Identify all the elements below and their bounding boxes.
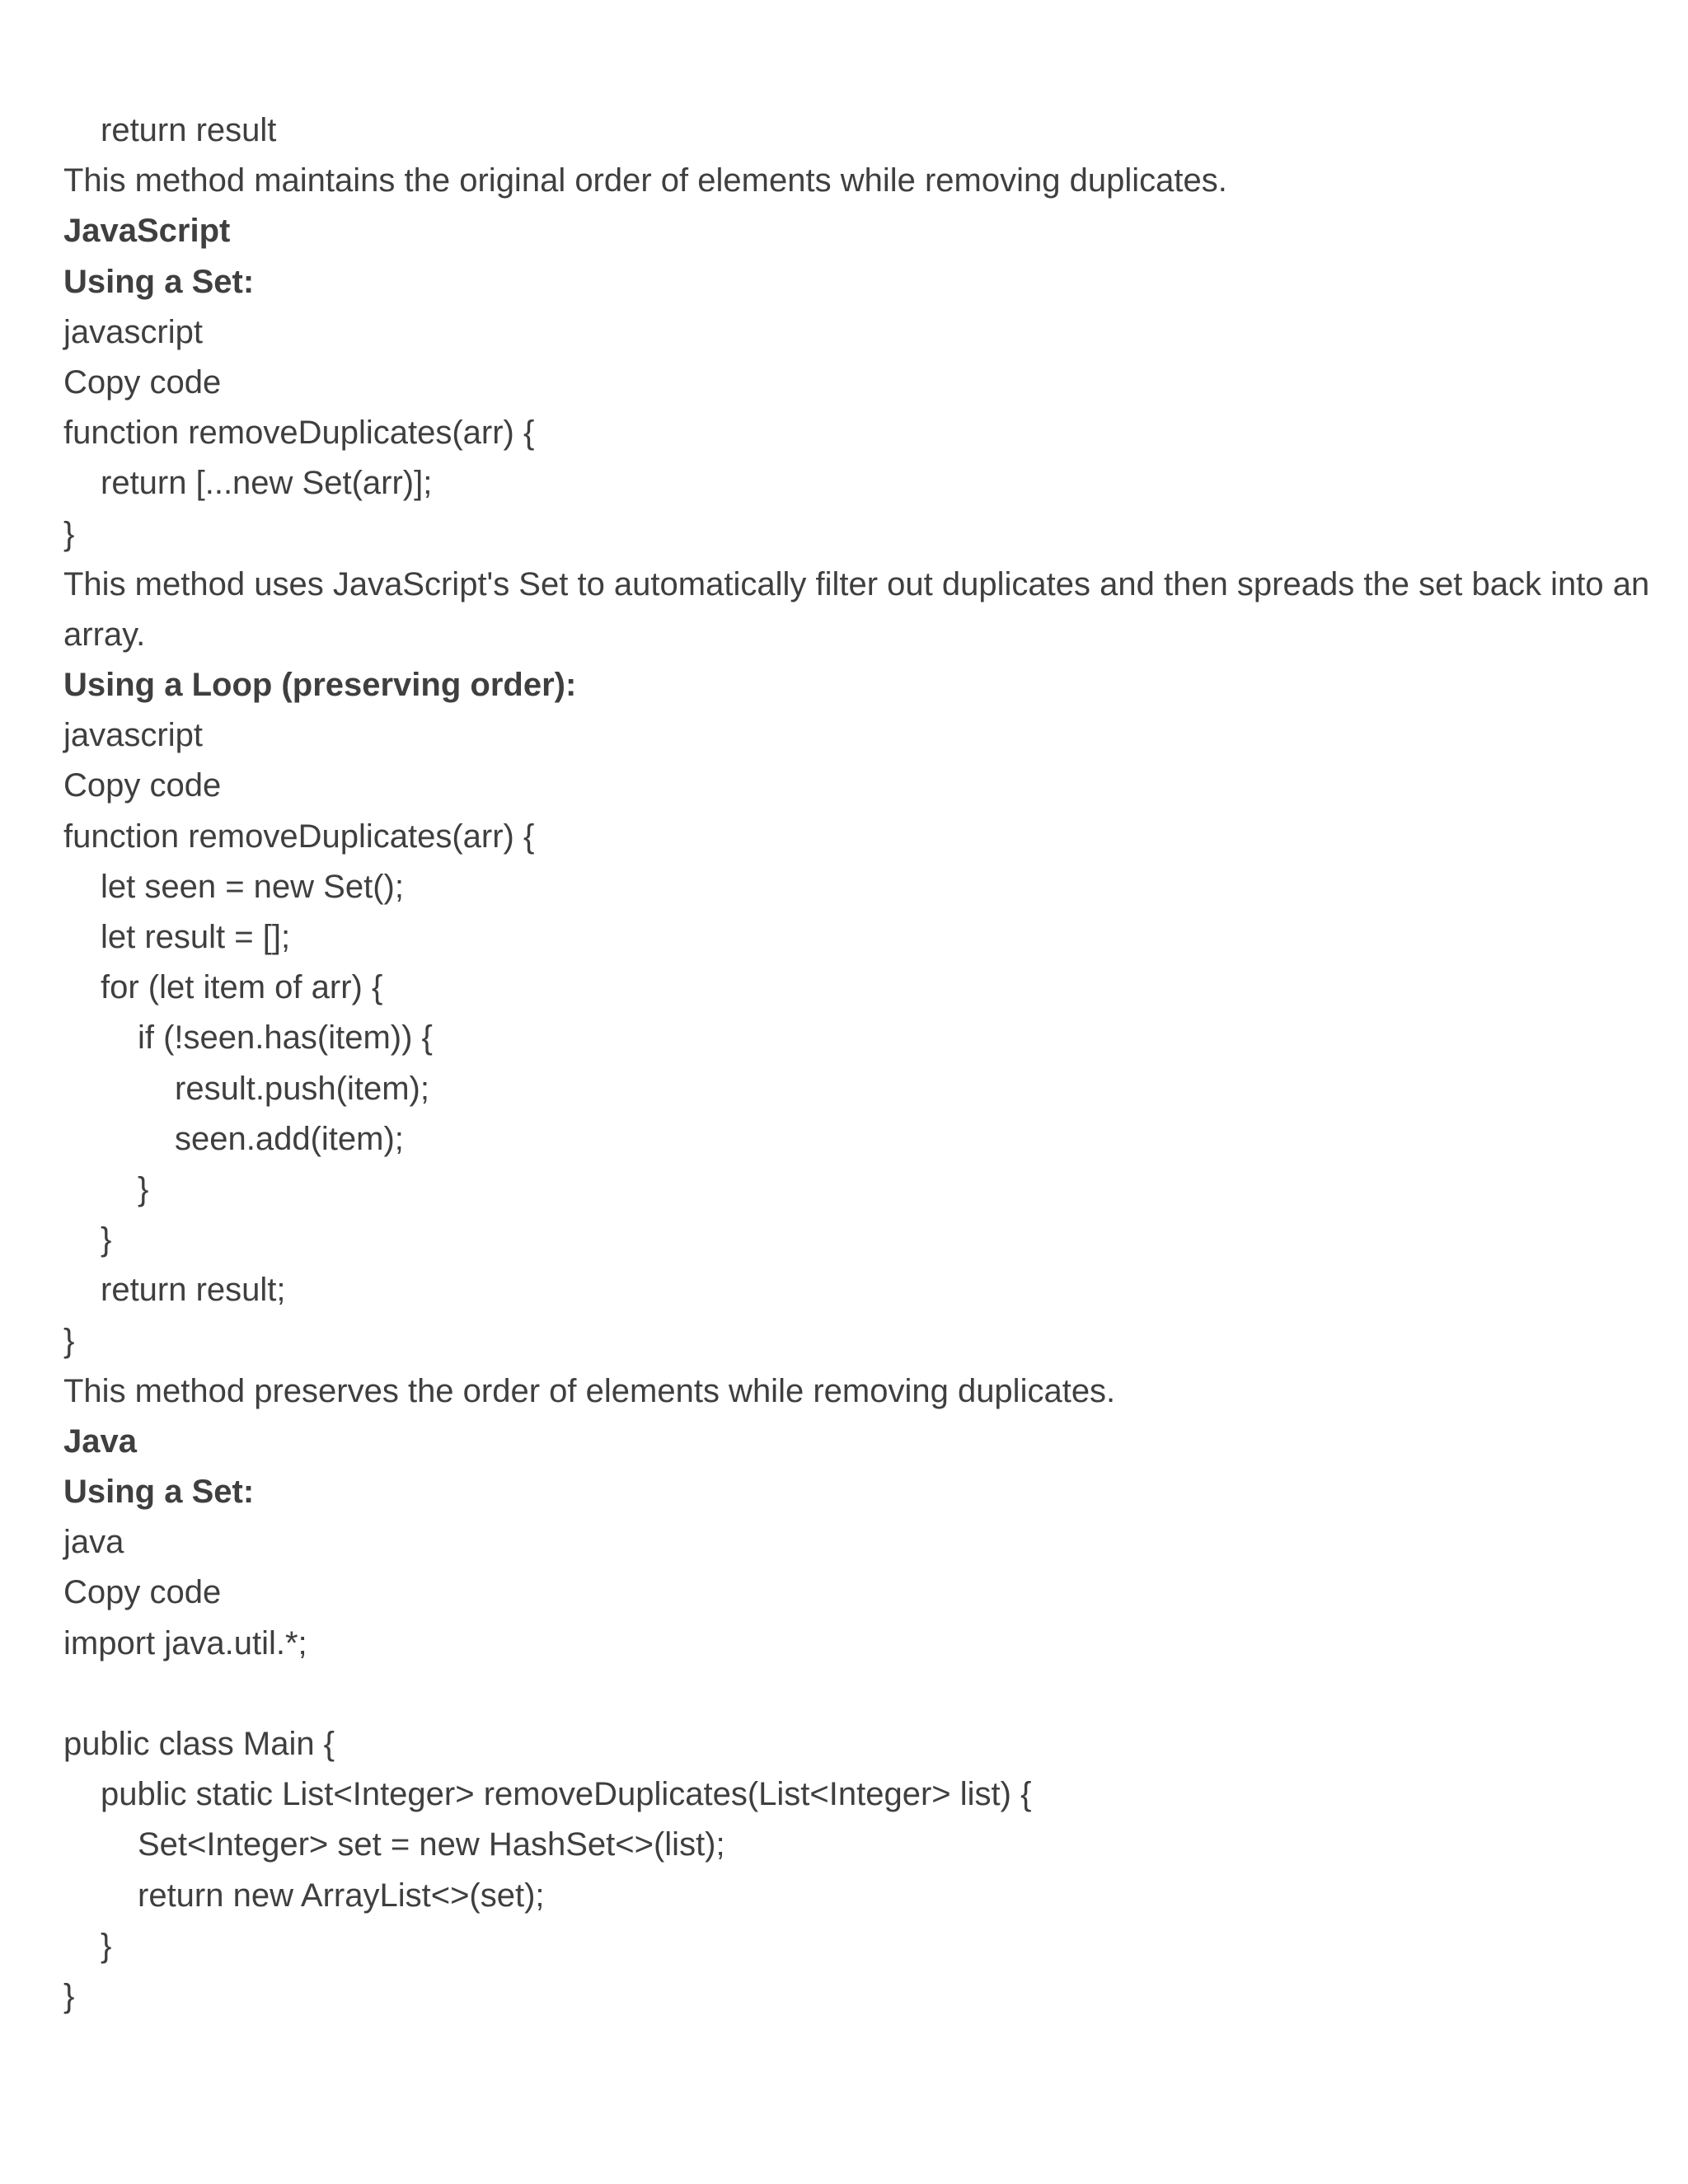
code-line: let result = []; [101, 919, 291, 956]
code-line: } [63, 1322, 75, 1359]
code-line: return new ArrayList<>(set); [138, 1877, 545, 1914]
paragraph: This method uses JavaScript's Set to automatically filter out duplicates and then spreads the set back into an array. [63, 565, 1650, 653]
section-heading: JavaScript [63, 213, 231, 250]
code-line: return [...new Set(arr)]; [101, 465, 433, 502]
code-line: import java.util.*; [63, 1624, 307, 1661]
code-blank-line [63, 1669, 1662, 1719]
code-language-label: javascript [63, 717, 203, 754]
subheading: Using a Set: [63, 1474, 255, 1511]
code-line: } [101, 1927, 112, 1964]
code-line: } [63, 515, 75, 552]
code-line: public class Main { [63, 1726, 335, 1763]
code-language-label: javascript [63, 313, 203, 350]
code-line: Set<Integer> set = new HashSet<>(list); [138, 1826, 725, 1863]
document-content [63, 105, 1662, 2022]
paragraph: This method maintains the original order of elements while removing duplicates. [63, 162, 1227, 199]
code-line: return result; [101, 1272, 286, 1309]
code-line: result.push(item); [175, 1070, 429, 1107]
code-line: function removeDuplicates(arr) { [63, 818, 535, 855]
copy-code-button[interactable]: Copy code [63, 363, 222, 401]
code-line: return result [101, 112, 277, 148]
code-language-label: java [63, 1524, 124, 1561]
subheading: Using a Loop (preserving order): [63, 667, 577, 704]
copy-code-button[interactable]: Copy code [63, 1574, 222, 1611]
copy-code-button[interactable]: Copy code [63, 767, 222, 804]
code-line: let seen = new Set(); [101, 868, 404, 905]
code-line: for (let item of arr) { [101, 969, 383, 1006]
code-line: } [101, 1221, 112, 1258]
code-line: public static List<Integer> removeDuplicates(List<Integer> list) { [101, 1776, 1032, 1813]
code-line: } [63, 1977, 75, 2014]
code-line: seen.add(item); [175, 1120, 404, 1157]
paragraph: This method preserves the order of elements while removing duplicates. [63, 1372, 1116, 1409]
section-heading: Java [63, 1422, 137, 1460]
subheading: Using a Set: [63, 263, 255, 300]
code-line: } [138, 1170, 149, 1207]
code-line: if (!seen.has(item)) { [138, 1019, 433, 1057]
code-line: function removeDuplicates(arr) { [63, 415, 535, 452]
